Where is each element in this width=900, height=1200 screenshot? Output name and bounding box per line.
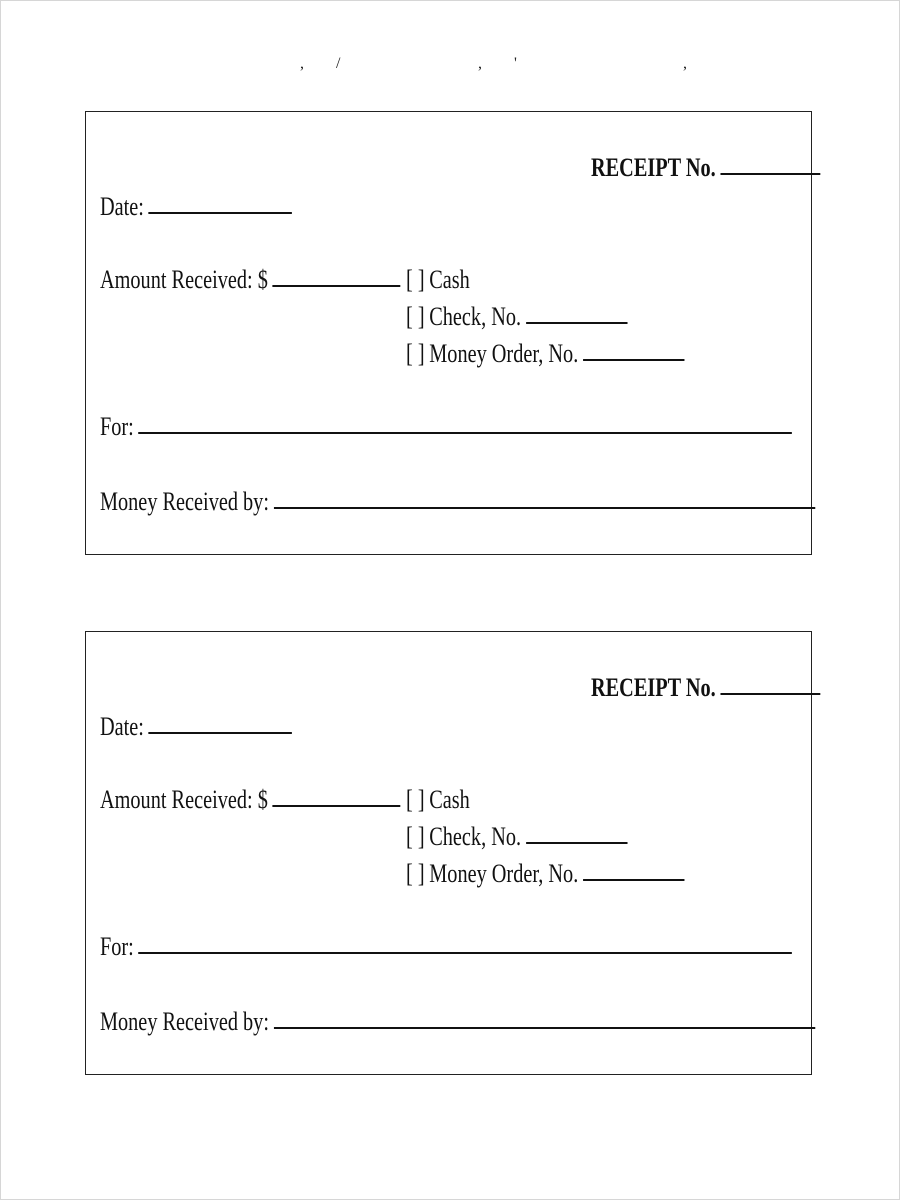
receipt-number-field — [591, 153, 820, 183]
for-field — [100, 412, 792, 442]
amount-field — [100, 265, 400, 295]
date-label: Date: — [100, 712, 144, 741]
date-label: Date: — [100, 192, 144, 221]
amount-field — [100, 785, 400, 815]
for-label: For: — [100, 932, 134, 961]
money-order-option[interactable] — [406, 859, 684, 889]
check-label: Check, No. — [429, 822, 522, 851]
cash-option[interactable] — [406, 265, 470, 295]
cash-label: Cash — [429, 785, 470, 814]
check-option[interactable] — [406, 822, 627, 852]
receipt-form-2 — [85, 631, 812, 1075]
money-order-option[interactable] — [406, 339, 684, 369]
money-order-number-blank[interactable] — [583, 878, 684, 881]
check-number-blank[interactable] — [526, 841, 627, 844]
received-by-label: Money Received by: — [100, 1007, 269, 1036]
amount-blank[interactable] — [273, 284, 401, 287]
money-order-label: Money Order, No. — [429, 339, 579, 368]
date-field — [100, 192, 292, 222]
received-by-blank[interactable] — [274, 506, 815, 509]
money-order-checkbox[interactable]: [ ] — [406, 339, 425, 368]
for-blank[interactable] — [138, 951, 792, 954]
receipt-number-blank[interactable] — [720, 172, 820, 175]
cash-checkbox[interactable]: [ ] — [406, 785, 425, 814]
money-order-checkbox[interactable]: [ ] — [406, 859, 425, 888]
for-blank[interactable] — [138, 431, 792, 434]
received-by-field — [100, 487, 815, 517]
receipt-form-1 — [85, 111, 812, 555]
received-by-label: Money Received by: — [100, 487, 269, 516]
money-order-number-blank[interactable] — [583, 358, 684, 361]
check-checkbox[interactable]: [ ] — [406, 822, 425, 851]
check-checkbox[interactable]: [ ] — [406, 302, 425, 331]
cash-option[interactable] — [406, 785, 470, 815]
amount-label: Amount Received: $ — [100, 265, 268, 294]
for-label: For: — [100, 412, 134, 441]
date-blank[interactable] — [149, 731, 293, 734]
receipt-number-label: RECEIPT No. — [591, 673, 716, 702]
clipped-header-text: , / , ' , — [300, 55, 687, 72]
receipt-number-field — [591, 673, 820, 703]
date-blank[interactable] — [149, 211, 293, 214]
date-field — [100, 712, 292, 742]
check-number-blank[interactable] — [526, 321, 627, 324]
cash-checkbox[interactable]: [ ] — [406, 265, 425, 294]
received-by-blank[interactable] — [274, 1026, 815, 1029]
check-option[interactable] — [406, 302, 627, 332]
receipt-number-label: RECEIPT No. — [591, 153, 716, 182]
amount-blank[interactable] — [273, 804, 401, 807]
for-field — [100, 932, 792, 962]
receipt-number-blank[interactable] — [720, 692, 820, 695]
amount-label: Amount Received: $ — [100, 785, 268, 814]
check-label: Check, No. — [429, 302, 522, 331]
money-order-label: Money Order, No. — [429, 859, 579, 888]
received-by-field — [100, 1007, 815, 1037]
cash-label: Cash — [429, 265, 470, 294]
